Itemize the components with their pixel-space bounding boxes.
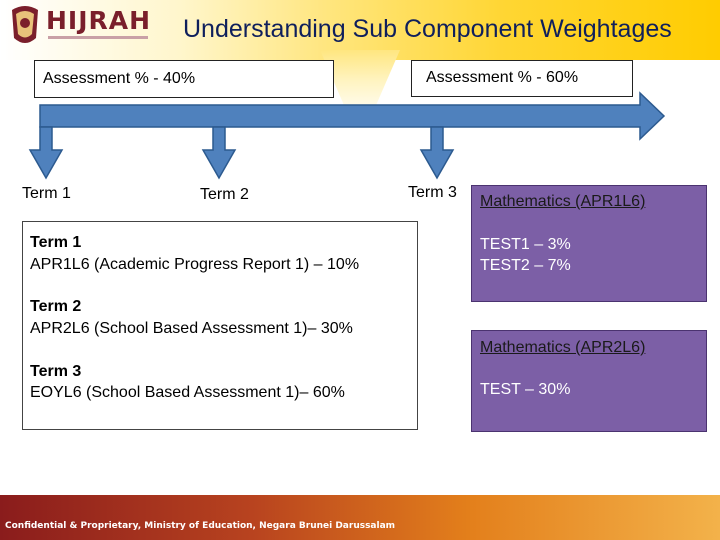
- math-apr1l6-box: [471, 185, 707, 302]
- term-details-box: [22, 221, 418, 430]
- term-3-description: EOYL6 (School Based Assessment 1)– 60%: [30, 384, 345, 401]
- math-apr2l6-test: TEST – 30%: [480, 381, 571, 398]
- timeline-arrow: [40, 93, 664, 139]
- footer-text: Confidential & Proprietary, Ministry of Education, Negara Brunei Darussalam: [5, 521, 396, 531]
- assessment-40-label: Assessment % - 40%: [43, 70, 196, 87]
- assessment-60-label: Assessment % - 60%: [426, 69, 579, 86]
- term-1-description: APR1L6 (Academic Progress Report 1) – 10%: [30, 256, 360, 273]
- logo-text: HIJRAH: [46, 6, 152, 35]
- term-2-marker: [203, 127, 235, 178]
- term-2-label: Term 2: [200, 186, 249, 203]
- term-1-heading: Term 1: [30, 234, 82, 251]
- term-2-heading: Term 2: [30, 298, 82, 315]
- math-apr1l6-test2: TEST2 – 7%: [480, 257, 571, 274]
- math-apr1l6-test1: TEST1 – 3%: [480, 236, 571, 253]
- page-title: Understanding Sub Component Weightages: [183, 15, 672, 43]
- math-apr2l6-heading: Mathematics (APR2L6): [480, 339, 646, 356]
- term-2-description: APR2L6 (School Based Assessment 1)– 30%: [30, 320, 353, 337]
- term-3-label: Term 3: [408, 184, 457, 201]
- term-3-marker: [421, 127, 453, 178]
- term-3-heading: Term 3: [30, 363, 82, 380]
- math-apr2l6-box: [471, 330, 707, 432]
- footer-band: [0, 495, 720, 540]
- term-1-marker: [30, 127, 62, 178]
- math-apr1l6-heading: Mathematics (APR1L6): [480, 193, 646, 210]
- term-1-label: Term 1: [22, 185, 71, 202]
